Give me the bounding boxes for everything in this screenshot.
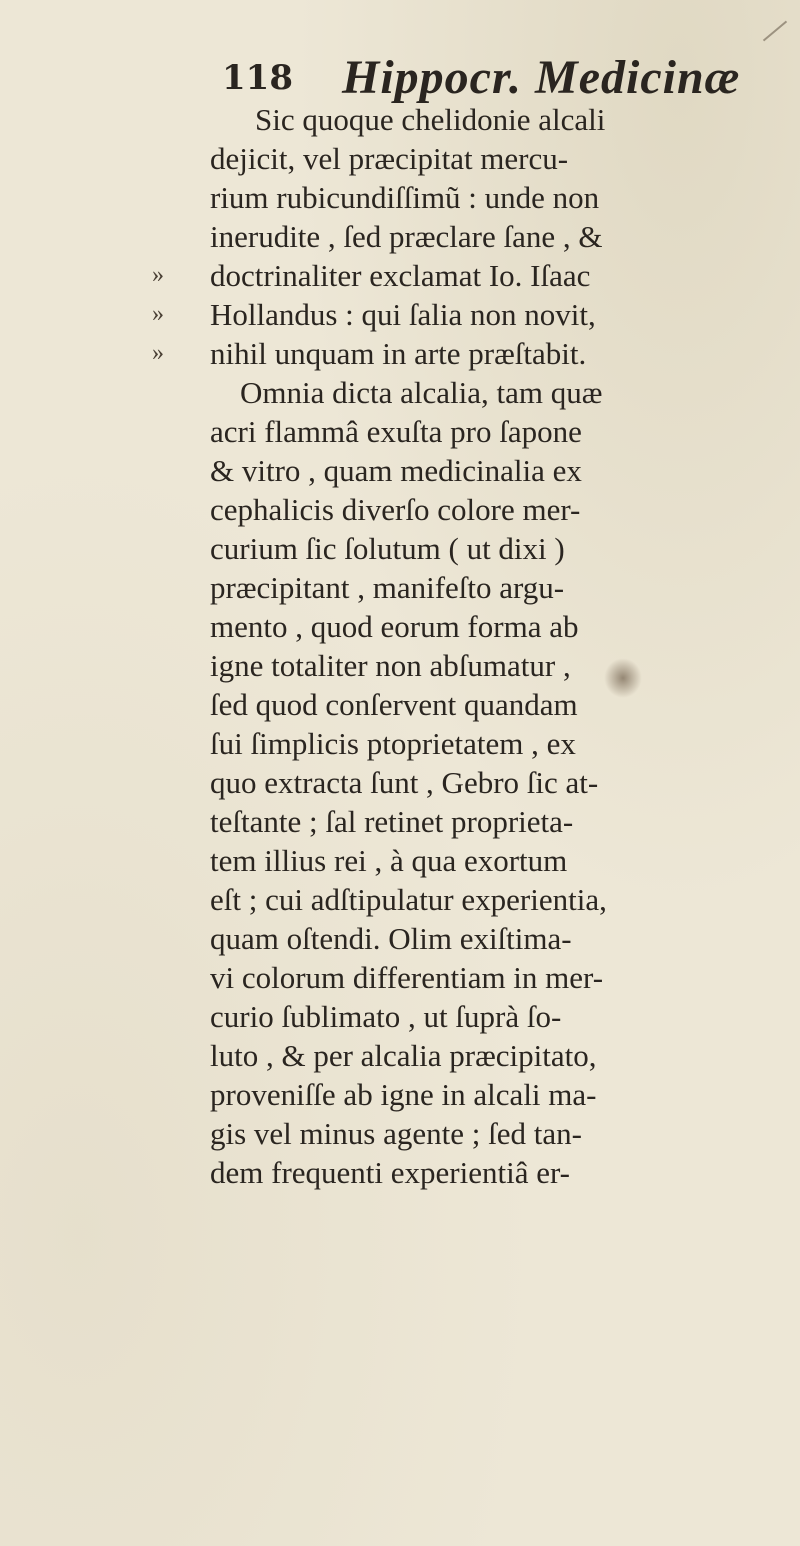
line-text: tem illius rei , à qua exortum (210, 843, 568, 878)
line-text: inerudite , ſed præclare ſane , & (210, 219, 603, 254)
line-text: proveniſſe ab igne in alcali ma- (210, 1077, 597, 1112)
line-text: vi colorum differentiam in mer- (210, 960, 604, 995)
text-line (152, 256, 780, 295)
page-number: 118 (222, 58, 293, 98)
text-line (200, 997, 780, 1036)
line-text: acri flammâ exuſta pro ſapone (210, 414, 582, 449)
text-line (200, 880, 780, 919)
line-text: teſtante ; ſal retinet proprieta- (210, 804, 574, 839)
text-line (200, 373, 780, 412)
text-line (200, 139, 780, 178)
line-text: curio ſublimato , ut ſuprà ſo- (210, 999, 562, 1034)
text-line (152, 334, 780, 373)
quotation-mark: » (152, 262, 164, 288)
text-line (200, 412, 780, 451)
line-text: doctrinaliter exclamat Io. Iſaac (210, 258, 591, 293)
quotation-mark: » (152, 301, 164, 327)
text-line (200, 1153, 780, 1192)
line-text: ſui ſimplicis ptoprietatem , ex (210, 726, 576, 761)
text-line (200, 646, 780, 685)
line-text: quam oſtendi. Olim exiſtima- (210, 921, 572, 956)
line-text: rium rubicundiſſimũ : unde non (210, 180, 600, 215)
text-line (200, 178, 780, 217)
text-line (200, 919, 780, 958)
text-line (200, 217, 780, 256)
text-line (200, 490, 780, 529)
line-text: curium ſic ſolutum ( ut dixi ) (210, 531, 565, 566)
ink-blot (604, 658, 642, 698)
line-text: gis vel minus agente ; ſed tan- (210, 1116, 582, 1151)
line-text: Omnia dicta alcalia, tam quæ (240, 375, 603, 410)
line-text: quo extracta ſunt , Gebro ſic at- (210, 765, 599, 800)
text-line (200, 1075, 780, 1114)
text-line (200, 451, 780, 490)
line-text: eſt ; cui adſtipulatur experientia, (210, 882, 607, 917)
text-line (200, 841, 780, 880)
text-line (200, 1036, 780, 1075)
text-line (200, 685, 780, 724)
text-line (200, 958, 780, 997)
quotation-mark: » (152, 340, 164, 366)
line-text: Sic quoque chelidonie alcali (255, 102, 606, 137)
line-text: ſed quod conſervent quandam (210, 687, 578, 722)
line-text: luto , & per alcalia præcipitato, (210, 1038, 597, 1073)
text-line (200, 802, 780, 841)
line-text: mento , quod eorum forma ab (210, 609, 579, 644)
line-text: nihil unquam in arte præſtabit. (210, 336, 587, 371)
text-line (200, 724, 780, 763)
line-text: igne totaliter non abſumatur , (210, 648, 571, 683)
line-text: & vitro , quam medicinalia ex (210, 453, 582, 488)
text-line (200, 529, 780, 568)
text-line (200, 100, 780, 139)
line-text: præcipitant , manifeſto argu- (210, 570, 565, 605)
text-line (200, 607, 780, 646)
body-text (152, 100, 780, 1192)
line-text: dejicit, vel præcipitat mercu- (210, 141, 569, 176)
line-text: Hollandus : qui ſalia non novit, (210, 297, 596, 332)
text-line (152, 295, 780, 334)
line-text: cephalicis diverſo colore mer- (210, 492, 581, 527)
text-line (200, 568, 780, 607)
line-text: dem frequenti experientiâ er- (210, 1155, 570, 1190)
text-line (200, 763, 780, 802)
text-line (200, 1114, 780, 1153)
running-title: Hippocr. Medicinæ (342, 51, 741, 104)
margin-pen-mark (763, 21, 787, 42)
